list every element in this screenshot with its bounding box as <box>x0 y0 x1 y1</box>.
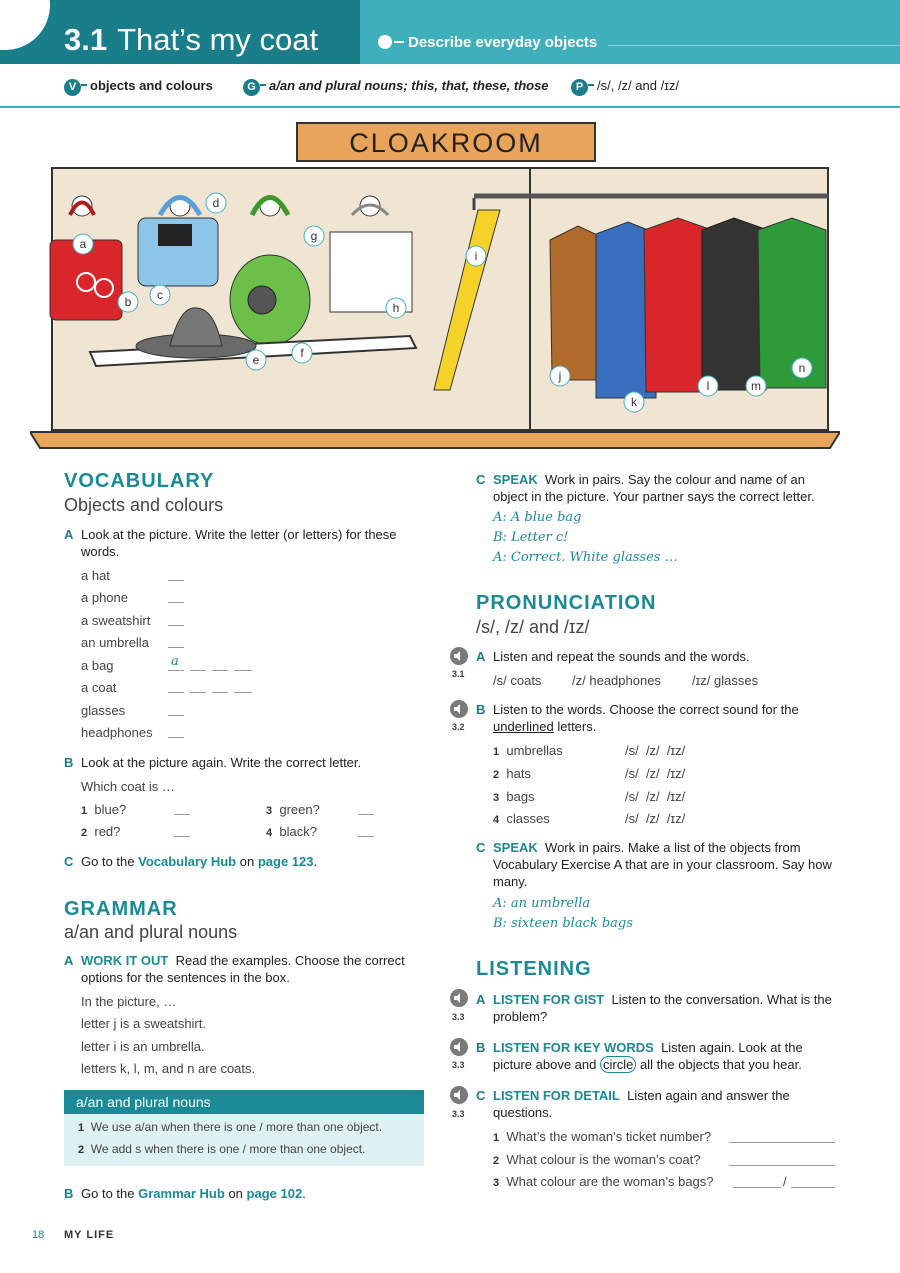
cloakroom-sign: CLOAKROOM <box>296 122 596 162</box>
answer-blank[interactable] <box>168 568 184 581</box>
vocabulary-heading: VOCABULARY <box>64 470 215 492</box>
pron-exercise-c <box>476 839 836 890</box>
track-number: 3.1 <box>452 669 465 679</box>
sound-options[interactable]: /s/ /z/ /ɪz/ <box>625 743 686 758</box>
answer-blank[interactable] <box>234 680 252 693</box>
dialogue-line: A: an umbrella <box>493 896 591 911</box>
vocab-word: a sweatshirt <box>81 613 151 628</box>
grammar-box <box>64 1114 424 1166</box>
answer-line[interactable] <box>729 1130 835 1143</box>
exercise-letter: A <box>476 992 486 1007</box>
grammar-heading: GRAMMAR <box>64 898 178 920</box>
question-text: red? <box>94 824 121 839</box>
page-number: 18 <box>32 1229 45 1241</box>
question-number: 1 <box>493 1132 500 1144</box>
ipa-symbol: /z/ <box>572 673 586 688</box>
objective-pronunciation <box>571 78 679 96</box>
vocab-exercise-a <box>64 526 424 560</box>
sound-options[interactable]: /s/ /z/ /ɪz/ <box>625 766 686 781</box>
vocab-item <box>81 613 150 628</box>
dialogue-line: A: A blue bag <box>493 510 582 525</box>
pronunciation-heading: PRONUNCIATION <box>476 592 657 614</box>
slash-separator: / <box>783 1174 787 1189</box>
exercise-letter: A <box>64 953 74 968</box>
exercise-instruction: Listen to the words. Choose the correct sound for the <box>493 702 799 717</box>
header-band-light <box>360 0 900 64</box>
listen-for-detail-label: LISTEN FOR DETAIL <box>493 1088 620 1103</box>
question-number: 3 <box>493 1177 500 1189</box>
word-text: umbrellas <box>506 743 563 758</box>
answer-line[interactable] <box>729 1153 835 1166</box>
exercise-instruction: Listen to the conversation. What is the problem? <box>493 992 832 1024</box>
exercise-instruction: Work in pairs. Say the colour and name of an object in the picture. Your partner says the correct letter. <box>493 472 815 504</box>
grammar-box-title: a/an and plural nouns <box>64 1090 424 1114</box>
answer-blank[interactable] <box>168 703 184 716</box>
exercise-letter: C <box>476 840 486 855</box>
unit-title <box>64 22 318 58</box>
question-text: black? <box>279 824 317 839</box>
coat-question <box>81 824 120 839</box>
answer-line[interactable] <box>791 1175 835 1188</box>
vocabulary-hub-link[interactable]: Vocabulary Hub <box>138 854 237 869</box>
objective-pronunciation-text: /s/, /z/ and /ɪz/ <box>597 78 679 93</box>
question-text: blue? <box>94 802 127 817</box>
tag-dash <box>260 84 266 86</box>
exercise-text: . <box>313 854 318 869</box>
marker-c: c <box>157 288 163 302</box>
answer-blank[interactable] <box>190 658 206 671</box>
page-123-link[interactable]: page 123 <box>257 854 314 869</box>
ipa-symbol: /s/ <box>493 673 507 688</box>
exercise-letter: A <box>476 649 486 664</box>
exercise-instruction: letters. <box>557 719 597 734</box>
grammar-example: letter j is a sweatshirt. <box>81 1016 206 1031</box>
answer-blank[interactable] <box>168 654 184 671</box>
question-text: What colour is the woman’s coat? <box>506 1152 701 1167</box>
marker-f: f <box>300 346 304 360</box>
grammar-exercise-a <box>64 952 424 986</box>
answer-blank[interactable] <box>168 590 184 603</box>
listen-exercise-a <box>476 991 836 1025</box>
speaker-icon <box>450 1086 468 1104</box>
exercise-instruction: Listen and repeat the sounds and the words. <box>493 649 750 664</box>
speak-label: SPEAK <box>493 472 538 487</box>
exercise-text: on <box>239 854 255 869</box>
vocab-item <box>81 680 116 695</box>
marker-j: j <box>558 369 562 383</box>
marker-n: n <box>798 361 806 375</box>
grammar-hub-link[interactable]: Grammar Hub <box>138 1186 225 1201</box>
example-word: headphones <box>589 673 661 688</box>
black-phone <box>158 224 192 246</box>
listen-for-gist-label: LISTEN FOR GIST <box>493 992 605 1007</box>
marker-d: d <box>212 196 220 210</box>
objective-grammar-text: a/an and plural nouns; this, that, these, those <box>269 78 549 93</box>
exercise-instruction: Read the examples. Choose the correct options for the sentences in the box. <box>81 953 405 985</box>
pronunciation-tag-icon: P <box>571 79 588 96</box>
exercise-letter: A <box>64 527 74 542</box>
question-number: 4 <box>266 827 273 839</box>
grammar-rule <box>78 1142 365 1156</box>
vocab-item <box>81 725 153 740</box>
answer-blank[interactable] <box>168 635 184 648</box>
grammar-example: letter i is an umbrella. <box>81 1039 205 1054</box>
vocab-item <box>81 590 128 605</box>
tag-dash <box>588 84 594 86</box>
exercise-text: . <box>302 1186 306 1201</box>
coat-question <box>81 802 126 817</box>
answer-blank[interactable] <box>212 680 228 693</box>
header-rule <box>0 106 900 108</box>
green-coat <box>758 218 826 388</box>
speak-label: SPEAK <box>493 840 538 855</box>
vocab-exercise-b <box>64 754 424 771</box>
exercise-instruction: Look at the picture again. Write the correct letter. <box>81 755 362 770</box>
answer-blank[interactable] <box>168 725 184 738</box>
track-number: 3.3 <box>452 1060 465 1070</box>
marker-i: i <box>474 249 478 263</box>
pron-word <box>493 766 531 781</box>
rule-number: 2 <box>78 1144 85 1156</box>
rule-text[interactable]: We use a/an when there is one / more than one object. <box>90 1120 383 1134</box>
vocab-exercise-c <box>64 853 424 870</box>
rule-text[interactable]: We add s when there is one / more than one object. <box>90 1142 366 1156</box>
vocab-word: a bag <box>81 658 114 673</box>
answer-blank[interactable] <box>358 824 374 837</box>
vocab-item <box>81 568 110 583</box>
marker-g: g <box>310 229 318 243</box>
unit-goal-text: Describe everyday objects <box>408 34 598 51</box>
grammar-tag-icon: G <box>243 79 260 96</box>
coat-question <box>266 824 317 839</box>
speaker-icon <box>450 647 468 665</box>
pronunciation-subheading: /s/, /z/ and /ɪz/ <box>476 617 590 637</box>
vocabulary-tag-icon: V <box>64 79 81 96</box>
vocab-word: a phone <box>81 590 128 605</box>
word-text: classes <box>506 811 550 826</box>
question-number: 2 <box>81 827 88 839</box>
bullet-dot-icon <box>378 35 392 49</box>
audio-play-icon[interactable] <box>450 1086 468 1104</box>
detail-question <box>493 1152 701 1167</box>
exercise-letter: B <box>476 1040 486 1055</box>
exercise-instruction: all the objects that you hear. <box>639 1057 802 1072</box>
pron-exercise-a <box>476 648 836 665</box>
sound-options[interactable]: /s/ /z/ /ɪz/ <box>625 811 686 826</box>
answer-blank[interactable] <box>358 802 374 815</box>
audio-play-icon[interactable] <box>450 1038 468 1056</box>
tag-dash <box>81 84 87 86</box>
vocab-item <box>81 658 114 673</box>
vocab-item <box>81 703 125 718</box>
answer-blank[interactable] <box>190 680 206 693</box>
rule-number: 1 <box>78 1122 85 1134</box>
question-text: What colour are the woman’s bags? <box>506 1174 714 1189</box>
word-number: 4 <box>493 814 500 826</box>
ipa-symbol: /ɪz/ <box>692 673 711 688</box>
speaker-icon <box>450 700 468 718</box>
sound-example <box>493 673 541 688</box>
vocab-word: a coat <box>81 680 117 695</box>
dialogue-line: A: Correct. White glasses … <box>493 550 678 565</box>
page-102-link[interactable]: page 102 <box>246 1186 303 1201</box>
sound-example <box>572 673 661 688</box>
marker-k: k <box>631 395 637 409</box>
objective-grammar <box>243 78 549 96</box>
answer-blank[interactable] <box>168 680 184 693</box>
vocab-word: headphones <box>81 725 153 740</box>
dialogue-line: B: Letter c! <box>493 530 569 545</box>
vocab-word: glasses <box>81 703 126 718</box>
listening-heading: LISTENING <box>476 958 592 980</box>
listen-exercise-b <box>476 1039 836 1073</box>
word-text: hats <box>506 766 531 781</box>
sound-example <box>692 673 758 688</box>
coat-question <box>266 802 320 817</box>
example-word: glasses <box>713 673 759 688</box>
question-text: green? <box>279 802 320 817</box>
word-number: 1 <box>493 746 500 758</box>
exercise-text: on <box>228 1186 243 1201</box>
track-number: 3.3 <box>452 1109 465 1119</box>
audio-play-icon[interactable] <box>450 647 468 665</box>
exercise-letter: B <box>476 702 486 717</box>
speaker-icon <box>450 1038 468 1056</box>
audio-play-icon[interactable] <box>450 989 468 1007</box>
grammar-exercise-b <box>64 1185 424 1202</box>
question-number: 3 <box>266 805 273 817</box>
question-text: What’s the woman’s ticket number? <box>506 1129 712 1144</box>
circle-word: circle <box>600 1056 636 1073</box>
word-text: bags <box>506 789 535 804</box>
answer-blank[interactable] <box>174 824 190 837</box>
vocab-item <box>81 635 149 650</box>
pron-word <box>493 789 535 804</box>
marker-e: e <box>252 353 260 367</box>
exercise-letter: B <box>64 755 74 770</box>
track-number: 3.2 <box>452 722 465 732</box>
question-number: 1 <box>81 805 88 817</box>
exercise-letter: C <box>476 1088 486 1103</box>
unit-goal <box>378 34 597 51</box>
exercise-instruction: Listen again and answer the questions. <box>493 1088 790 1120</box>
pron-word <box>493 743 563 758</box>
grammar-example: letters k, l, m, and n are coats. <box>81 1061 256 1076</box>
answer-blank[interactable] <box>212 658 228 671</box>
exercise-text: Go to the <box>81 1186 135 1201</box>
listen-for-key-words-label: LISTEN FOR KEY WORDS <box>493 1040 654 1055</box>
cloakroom-illustration <box>30 160 840 450</box>
underlined-word: underlined <box>493 719 554 734</box>
vocab-word: a hat <box>81 568 110 583</box>
black-headphones <box>248 286 276 314</box>
speak-exercise-c <box>476 471 836 505</box>
answer-blank[interactable] <box>174 802 190 815</box>
section-name: MY LIFE <box>64 1229 115 1241</box>
unit-number: 3.1 <box>64 22 108 57</box>
header-divider <box>608 45 900 46</box>
pron-exercise-b <box>476 701 836 735</box>
marker-m: m <box>751 379 761 393</box>
audio-play-icon[interactable] <box>450 700 468 718</box>
grammar-subheading: a/an and plural nouns <box>64 922 238 942</box>
marker-l: l <box>706 379 710 393</box>
dialogue-line: B: sixteen black bags <box>493 916 633 931</box>
exercise-prompt: Which coat is … <box>81 779 175 794</box>
answer-line[interactable] <box>733 1175 781 1188</box>
sample-answer: a <box>171 654 179 669</box>
objective-vocabulary-text: objects and colours <box>90 78 213 93</box>
question-number: 2 <box>493 1155 500 1167</box>
vocabulary-subheading: Objects and colours <box>64 495 224 515</box>
listen-exercise-c <box>476 1087 836 1121</box>
word-number: 2 <box>493 769 500 781</box>
bullet-dash <box>394 41 404 43</box>
objective-vocabulary <box>64 78 213 96</box>
answer-blank[interactable] <box>234 658 252 671</box>
exercise-text: Go to the <box>81 854 135 869</box>
exercise-instruction: Work in pairs. Make a list of the objects from Vocabulary Exercise A that are in your classroom. Say how many. <box>493 840 832 889</box>
exercise-instruction: Look at the picture. Write the letter (or letters) for these words. <box>81 527 397 559</box>
detail-question <box>493 1174 714 1189</box>
marker-b: b <box>124 295 132 309</box>
counter <box>30 432 840 448</box>
work-it-out-label: WORK IT OUT <box>81 953 169 968</box>
pron-word <box>493 811 550 826</box>
marker-h: h <box>392 301 400 315</box>
exercise-letter: C <box>64 854 74 869</box>
marker-a: a <box>79 237 87 251</box>
vocab-word: an umbrella <box>81 635 149 650</box>
grammar-example: In the picture, … <box>81 994 177 1009</box>
exercise-instruction: Listen again. Look at the picture above and <box>493 1040 803 1072</box>
exercise-letter: B <box>64 1186 74 1201</box>
word-number: 3 <box>493 792 500 804</box>
sound-options[interactable]: /s/ /z/ /ɪz/ <box>625 789 686 804</box>
grammar-rule <box>78 1120 382 1134</box>
speaker-icon <box>450 989 468 1007</box>
answer-blank[interactable] <box>168 613 184 626</box>
detail-question <box>493 1129 711 1144</box>
unit-title-text: That’s my coat <box>117 22 319 57</box>
track-number: 3.3 <box>452 1012 465 1022</box>
exercise-letter: C <box>476 472 486 487</box>
example-word: coats <box>510 673 542 688</box>
